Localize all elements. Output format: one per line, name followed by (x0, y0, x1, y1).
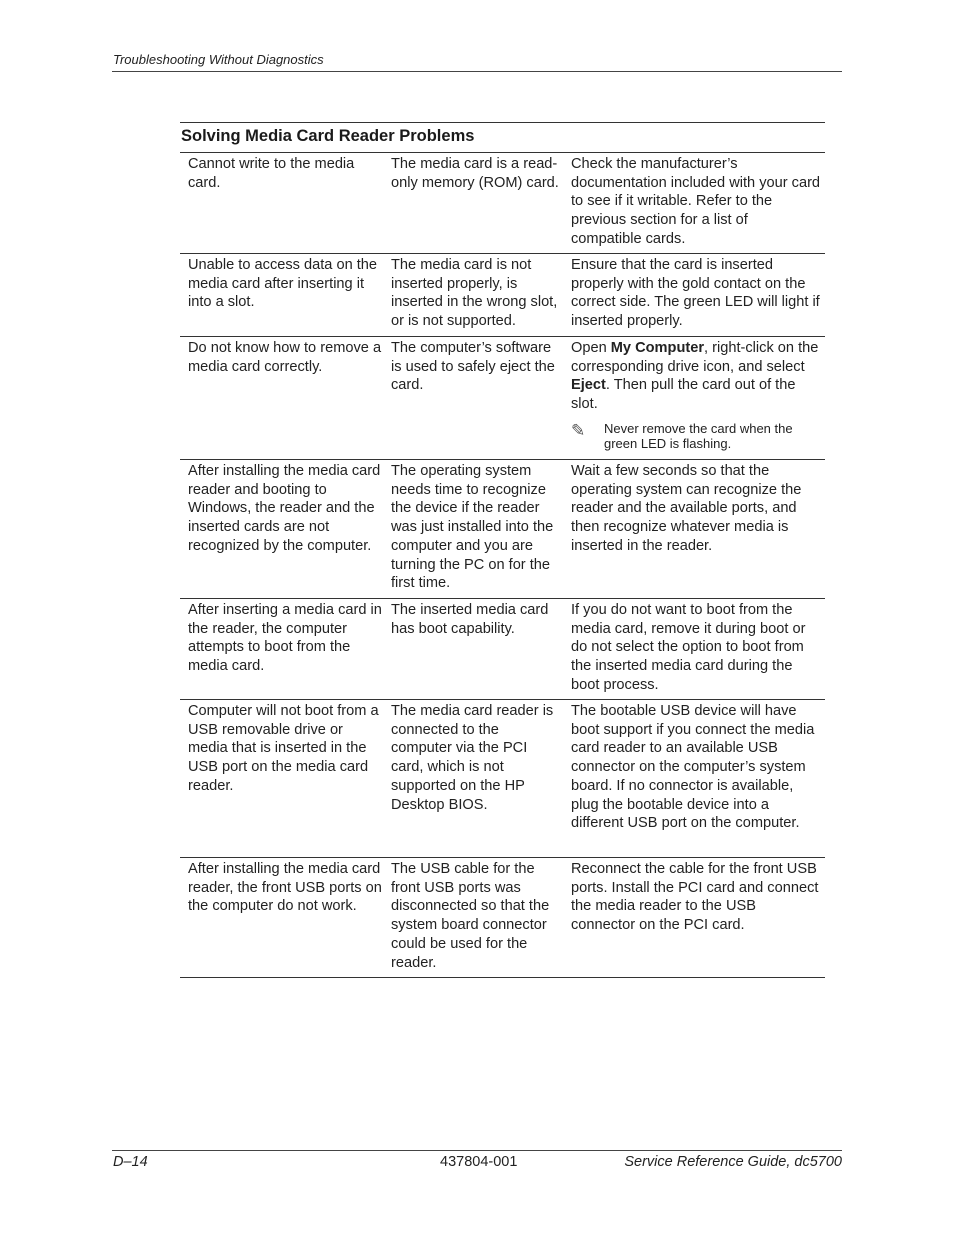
problem-cell: Unable to access data on the media card after inserting it into a slot. (188, 257, 378, 311)
cause-cell: The computer’s software is used to safely eject the card. (391, 340, 555, 394)
part-number: 437804-001 (440, 1154, 518, 1170)
problem-cell: Do not know how to remove a media card correctly. (188, 340, 382, 375)
table-row (180, 460, 825, 599)
table-title: Solving Media Card Reader Problems (180, 122, 825, 153)
footer-rule (112, 1150, 842, 1151)
solution-text (571, 339, 821, 414)
cause-cell: The media card is a read-only memory (ROM) card. (391, 156, 559, 191)
problem-cell: After installing the media card reader and booting to Windows, the reader and the inserted cards are not recognized by the computer. (188, 463, 381, 554)
cause-cell: The operating system needs time to recognize the device if the reader was just installed into the computer and you are turning the PC on for the first time. (391, 463, 554, 592)
table-row (180, 337, 825, 460)
solution-cell (563, 337, 825, 459)
table-row (180, 254, 825, 337)
cause-cell: The inserted media card has boot capability. (391, 602, 549, 637)
cause-cell: The USB cable for the front USB ports was disconnected so that the system board connector could be used for the reader. (391, 861, 550, 971)
solution-cell: Reconnect the cable for the front USB ports. Install the PCI card and connect the media reader to the USB connector on the PCI card. (571, 861, 819, 934)
troubleshooting-table (180, 122, 825, 978)
page-number: D–14 (113, 1154, 148, 1170)
solution-text-part: , right-click on the corresponding drive icon, and select (571, 340, 819, 375)
table-row (180, 599, 825, 700)
table-row (180, 700, 825, 858)
cause-cell: The media card reader is connected to the computer via the PCI card, which is not supported on the HP Desktop BIOS. (391, 703, 554, 813)
cause-cell: The media card is not inserted properly, is inserted in the wrong slot, or is not supported. (391, 257, 558, 330)
solution-cell: If you do not want to boot from the media card, remove it during boot or do not select the option to boot from the inserted media card during the boot process. (571, 602, 806, 693)
problem-cell: After inserting a media card in the reader, the computer attempts to boot from the media card. (188, 602, 382, 675)
eject-label: Eject (571, 377, 606, 394)
problem-cell: After installing the media card reader, the front USB ports on the computer do not work. (188, 861, 382, 915)
solution-text-part: . Then pull the card out of the slot. (571, 377, 796, 413)
solution-text-part: Open (571, 340, 611, 356)
note (571, 421, 821, 452)
running-head: Troubleshooting Without Diagnostics (113, 52, 324, 67)
pencil-note-icon: ✎ (571, 420, 586, 440)
solution-cell: Ensure that the card is inserted properly with the gold contact on the correct side. The green LED will light if inserted properly. (571, 257, 820, 330)
table-row (180, 153, 825, 254)
problem-cell: Computer will not boot from a USB removable drive or media that is inserted in the USB port on the media card reader. (188, 703, 379, 794)
solution-cell: Check the manufacturer’s documentation included with your card to see if it writable. Refer to the previous section for a list of compatible cards. (571, 156, 821, 247)
header-rule (112, 71, 842, 72)
solution-cell: Wait a few seconds so that the operating system can recognize the reader and the available ports, and then recognize whatever media is inserted in the reader. (571, 463, 802, 554)
problem-cell: Cannot write to the media card. (188, 156, 355, 191)
solution-cell: The bootable USB device will have boot support if you connect the media card reader to an available USB connector on the computer’s system board. If no connector is available, plug the bootable device into a different USB port on the computer. (571, 703, 815, 832)
guide-title: Service Reference Guide, dc5700 (624, 1154, 842, 1170)
my-computer-label: My Computer (610, 340, 705, 356)
table-row (180, 858, 825, 978)
note-text: Never remove the card when the green LED is flashing. (604, 420, 793, 452)
